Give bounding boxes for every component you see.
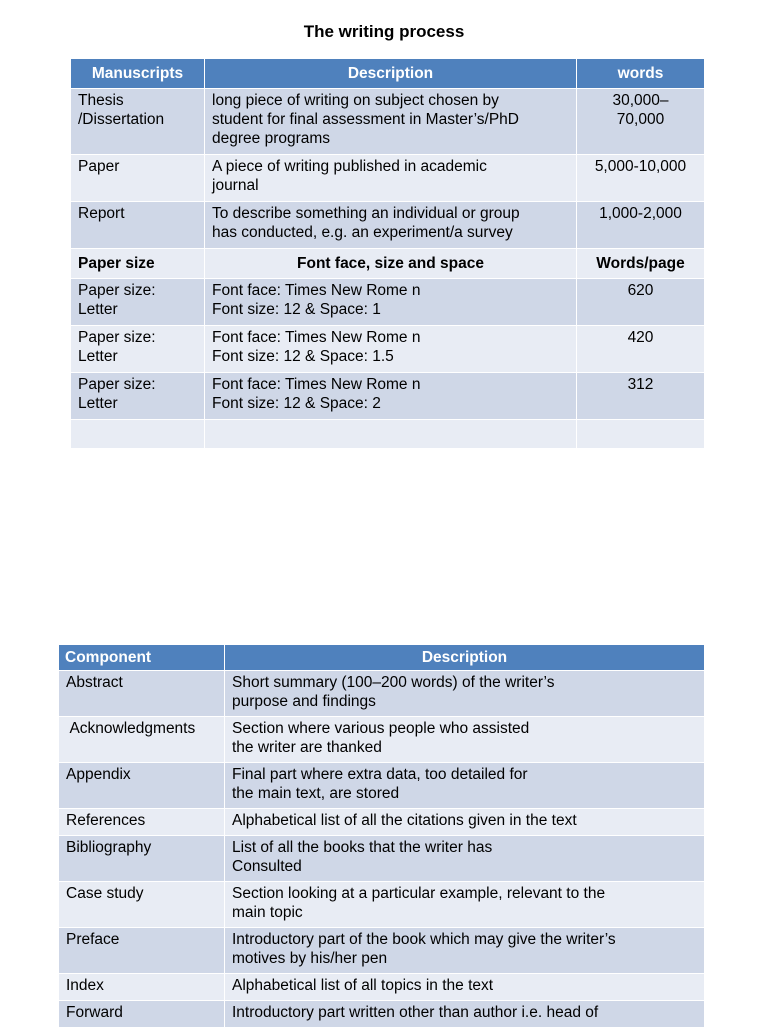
component-cell: Acknowledgments [59, 717, 225, 763]
description-cell: Section where various people who assisted the writer are thanked [225, 717, 705, 763]
description-cell: Alphabetical list of all topics in the text [225, 974, 705, 1001]
description-cell: Introductory part of the book which may give the writer’s motives by his/her pen [225, 928, 705, 974]
description-cell: Alphabetical list of all the citations given in the text [225, 809, 705, 836]
table-row [59, 809, 705, 836]
component-cell: Case study [59, 882, 225, 928]
words-cell: 5,000-10,000 [577, 155, 705, 202]
paper-size-cell: Paper size: Letter [71, 373, 205, 420]
table-row [71, 373, 705, 420]
component-cell: Appendix [59, 763, 225, 809]
description-cell: Short summary (100–200 words) of the writer’s purpose and findings [225, 671, 705, 717]
words-cell: 1,000-2,000 [577, 202, 705, 249]
subheader-font: Font face, size and space [205, 249, 577, 279]
manuscript-cell: Thesis /Dissertation [71, 89, 205, 155]
column-header-manuscripts: Manuscripts [71, 59, 205, 89]
component-cell: Index [59, 974, 225, 1001]
component-cell: Preface [59, 928, 225, 974]
table-row [71, 326, 705, 373]
column-header-description: Description [225, 645, 705, 671]
table-row [59, 1001, 705, 1028]
table-row [59, 974, 705, 1001]
font-cell: Font face: Times New Rome n Font size: 12 & Space: 1 [205, 279, 577, 326]
font-cell: Font face: Times New Rome n Font size: 12 & Space: 1.5 [205, 326, 577, 373]
writing-process-table [70, 58, 705, 449]
description-cell: Section looking at a particular example, relevant to the main topic [225, 882, 705, 928]
description-cell: List of all the books that the writer has Consulted [225, 836, 705, 882]
table-row [59, 763, 705, 809]
words-per-page-cell: 420 [577, 326, 705, 373]
table-row [59, 928, 705, 974]
words-per-page-cell: 312 [577, 373, 705, 420]
component-cell: Forward [59, 1001, 225, 1028]
table-row [71, 202, 705, 249]
words-per-page-cell: 620 [577, 279, 705, 326]
manuscript-cell: Paper [71, 155, 205, 202]
description-cell: Final part where extra data, too detailed for the main text, are stored [225, 763, 705, 809]
table-row [59, 717, 705, 763]
empty-row [71, 420, 705, 449]
table-row [59, 836, 705, 882]
paper-size-cell: Paper size: Letter [71, 326, 205, 373]
column-header-component: Component [59, 645, 225, 671]
table-row [71, 279, 705, 326]
page-title: The writing process [303, 22, 465, 41]
component-cell: References [59, 809, 225, 836]
description-cell: long piece of writing on subject chosen by student for final assessment in Master’s/PhD degree programs [205, 89, 577, 155]
description-cell: A piece of writing published in academic journal [205, 155, 577, 202]
components-table [58, 644, 705, 1028]
table-row [59, 671, 705, 717]
table-row [71, 89, 705, 155]
manuscript-cell: Report [71, 202, 205, 249]
column-header-description: Description [205, 59, 577, 89]
subheader-words-page: Words/page [577, 249, 705, 279]
paper-size-cell: Paper size: Letter [71, 279, 205, 326]
table-row [71, 155, 705, 202]
column-header-words: words [577, 59, 705, 89]
subheader-paper-size: Paper size [71, 249, 205, 279]
description-cell: To describe something an individual or group has conducted, e.g. an experiment/a survey [205, 202, 577, 249]
table-row [59, 882, 705, 928]
font-cell: Font face: Times New Rome n Font size: 12 & Space: 2 [205, 373, 577, 420]
description-cell: Introductory part written other than author i.e. head of [225, 1001, 705, 1028]
subheader-row [71, 249, 705, 279]
component-cell: Abstract [59, 671, 225, 717]
words-cell: 30,000– 70,000 [577, 89, 705, 155]
component-cell: Bibliography [59, 836, 225, 882]
